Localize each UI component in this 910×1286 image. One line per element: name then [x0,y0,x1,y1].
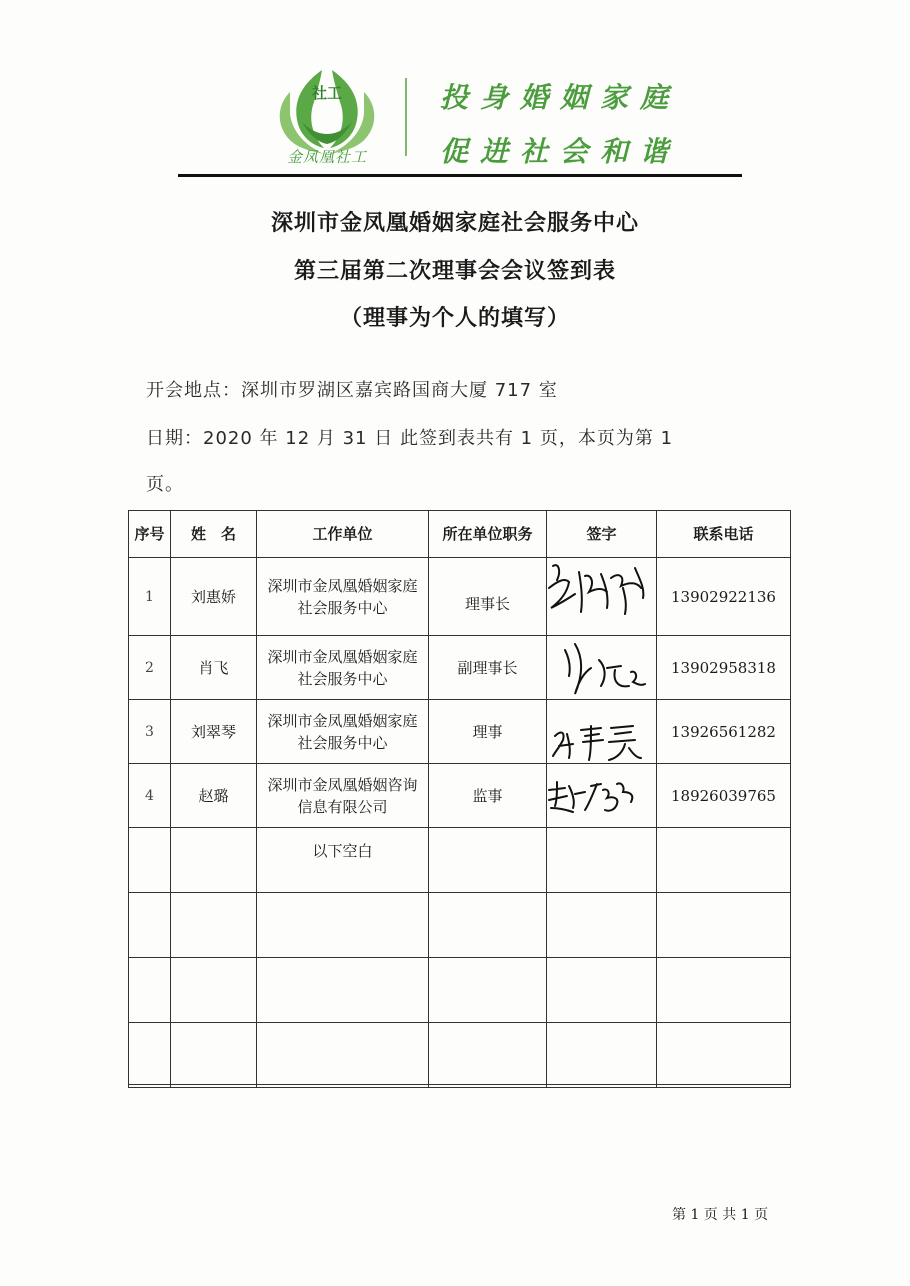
row-signature [547,700,657,764]
page-number: 第 1 页 共 1 页 [672,1207,769,1223]
row-signature [547,764,657,828]
row-org: 深圳市金凤凰婚姻家庭社会服务中心 [257,700,429,764]
row-org: 深圳市金凤凰婚姻家庭社会服务中心 [257,558,429,636]
table-bottom-rule [128,1084,790,1085]
meeting-date-line: 日期：2020 年 12 月 31 日 此签到表共有 1 页，本页为第 1 [146,428,674,449]
header-phone: 联系电话 [657,511,791,558]
row-name: 刘翠琴 [171,700,257,764]
header-signature: 签字 [547,511,657,558]
signature-image [545,700,657,764]
table-row [129,764,791,828]
header-seq: 序号 [129,511,171,558]
signature-image [545,764,657,828]
signature-image [545,558,657,622]
row-phone: 13902922136 [657,558,791,636]
slogan-line-1: 投身婚姻家庭 [440,81,681,114]
meeting-location: 开会地点：深圳市罗湖区嘉宾路国商大厦 717 室 [146,380,558,401]
row-org: 深圳市金凤凰婚姻咨询信息有限公司 [257,764,429,828]
row-name: 赵璐 [171,764,257,828]
table-row [129,636,791,700]
header-position: 所在单位职务 [429,511,547,558]
header-org: 工作单位 [257,511,429,558]
sign-in-table [128,510,791,1088]
blank-note: 以下空白 [312,842,373,860]
header-divider [405,78,407,156]
row-seq: 4 [129,764,171,828]
header-name: 姓 名 [171,511,257,558]
row-signature [547,558,657,636]
document-subtitle: 第三届第二次理事会会议签到表 [293,258,616,284]
table-row [129,558,791,636]
row-signature [547,636,657,700]
row-seq: 1 [129,558,171,636]
table-row [129,893,791,958]
row-name: 刘惠娇 [171,558,257,636]
header-rule [178,174,742,177]
slogan-line-2: 促进社会和谐 [440,135,681,168]
row-phone: 13926561282 [657,700,791,764]
row-seq: 2 [129,636,171,700]
meeting-date-line-cont: 页。 [146,474,184,495]
row-org: 深圳市金凤凰婚姻家庭社会服务中心 [257,636,429,700]
row-phone: 13902958318 [657,636,791,700]
row-name: 肖飞 [171,636,257,700]
row-position: 理事长 [429,558,547,636]
table-row [129,828,791,893]
row-position: 副理事长 [429,636,547,700]
table-header-row [129,511,791,558]
table-row [129,1023,791,1088]
row-seq: 3 [129,700,171,764]
row-phone: 18926039765 [657,764,791,828]
document-note-title: （理事为个人的填写） [339,305,570,331]
signature-image [545,636,657,700]
document-title: 深圳市金凤凰婚姻家庭社会服务中心 [270,210,639,236]
table-row [129,700,791,764]
row-position: 监事 [429,764,547,828]
table-row [129,958,791,1023]
row-position: 理事 [429,700,547,764]
logo-badge-text: 社工 [311,84,343,102]
logo-text: 金凤凰社工 [286,148,367,166]
